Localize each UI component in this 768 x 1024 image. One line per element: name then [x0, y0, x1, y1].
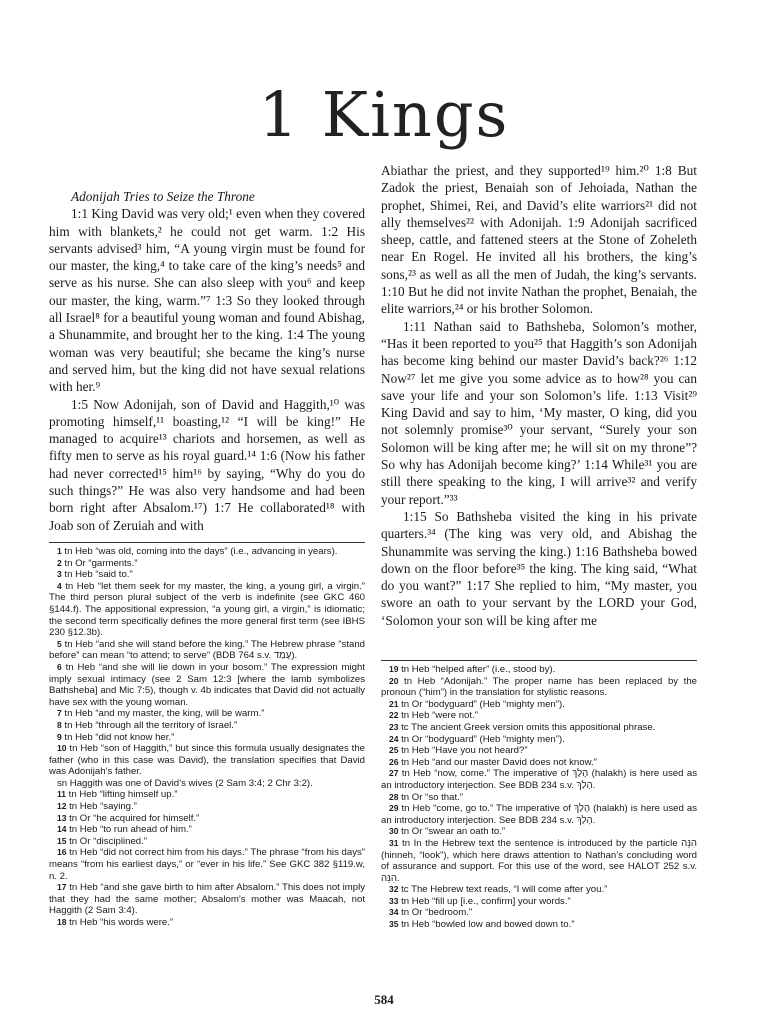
footnote: 1 tn Heb “was old, coming into the days” (i.e., advancing in years).	[57, 546, 338, 557]
paragraph: 1:1 King David was very old;¹ even when they covered him with blankets,² he could not get warm. 1:2 His servants advised³ him, “A young virgin must be found for our master, the king,⁴ to take care of the king’s needs⁵ and serve as his nurse. She can also sleep with you⁶ and keep our master, the king, warm.”⁷ 1:3 So they looked through all Israel⁸ for a beautiful young woman and found Abishag, a Shunammite, and brought her to the king. 1:4 The young woman was very beautiful; she became the king’s nurse and served him, but the king did not have sexual relations with her.⁹	[49, 206, 365, 395]
footnote: 26 tn Heb “and our master David does not know.”	[389, 756, 597, 768]
paragraph: 1:5 Now Adonijah, son of David and Haggith,¹⁰ was promoting himself,¹¹ boasting,¹² “I will be king!” He managed to acquire¹³ chariots and horsemen, as well as fifty men to serve as his royal guard.¹⁴ 1:6 (Now his father had never corrected¹⁵ him¹⁶ by saying, “Why do you do such things?” He was also very handsome and had been born right after Absalom.¹⁷) 1:7 He collaborated¹⁸ with Joab son of Zeruiah and with	[49, 396, 365, 533]
footnote: 34 tn Or “bedroom.”	[389, 907, 473, 919]
footnote: sn Haggith was one of David’s wives (2 Sam 3:4; 2 Chr 3:2).	[57, 777, 313, 789]
footnote: 4 tn Heb “let them seek for my master, the king, a young girl, a virgin.” The third person plural subject of the verb is indefinite (see GKC 460 §144.f). The appositional expression, “a young girl, a virgin,” is idiomatic; the second term specifically defines the more general first term (see IBHS 230 §12.3b).	[49, 580, 365, 639]
footnote: 15 tn Or “disciplined.”	[57, 835, 147, 847]
footnote: 17 tn Heb “and she gave birth to him after Absalom.” This does not imply that they had the same mother; Absalom’s mother was Maacah, not Haggith (2 Sam 3:4).	[49, 882, 365, 917]
footnotes-right	[381, 664, 697, 931]
footnotes-left	[49, 546, 365, 929]
footnote: 19 tn Heb “helped after” (i.e., stood by).	[389, 664, 556, 675]
footnote: 16 tn Heb “did not correct him from his days.” The phrase “from his days” means “from his earliest days,” or “ever in his life.” See GKC 382 §119.w, n. 2.	[49, 847, 365, 882]
paragraph: 1:11 Nathan said to Bathsheba, Solomon’s mother, “Has it been reported to you²⁵ that Haggith’s son Adonijah has become king behind our master David’s back?²⁶ 1:12 Now²⁷ let me give you some advice as to how²⁸ you can save your life and your son Solomon’s life. 1:13 Visit²⁹ King David and say to him, ‘My master, O king, did you not solemnly promise³⁰ your servant, “Surely your son Solomon will be king after me; he will sit on my throne”? So why has Adonijah become king?’ 1:14 While³¹ you are still there speaking to the king, I will arrive³² and verify your report.”³³	[381, 318, 697, 507]
footnote: 18 tn Heb “his words were.”	[57, 917, 174, 928]
book-title: 1 Kings	[258, 78, 510, 151]
footnote: 28 tn Or “so that.”	[389, 791, 463, 803]
footnote: 31 tn In the Hebrew text the sentence is introduced by the particle הִנֵּה (hinneh, “look”), which here draws attention to Nathan’s concluding word of assurance and support. For this use of the word, see HALOT 252 s.v. הִנֵּה.	[381, 837, 698, 884]
footnote: 8 tn Heb “through all the territory of Israel.”	[57, 719, 238, 731]
footnote: 20 tn Heb “Adonijah.” The proper name has been replaced by the pronoun (“him”) in the translation for stylistic reasons.	[381, 675, 697, 699]
footnote: 3 tn Heb “said to.”	[57, 569, 133, 581]
footnote: 10 tn Heb “son of Haggith,” but since this formula usually designates the father (who in this case was David), the translation specifies that David was Adonijah’s father.	[49, 743, 365, 778]
footnote: 21 tn Or “bodyguard” (Heb “mighty men”).	[389, 698, 565, 710]
footnote: 2 tn Or “garments.”	[57, 557, 138, 569]
footnote: 6 tn Heb “and she will lie down in your bosom.” The expression might imply sexual intimacy (see 2 Sam 12:3 [where the lamb symbolizes Bathsheba] and Mic 7:5), though v. 4b indicates that David did not actually have sex with the young woman.	[49, 661, 365, 708]
footnote: 9 tn Heb “did not know her.”	[57, 731, 175, 743]
footnote: 11 tn Heb “lifting himself up.”	[57, 789, 178, 801]
right-text-column	[381, 162, 697, 629]
footnote: 23 tc The ancient Greek version omits this appositional phrase.	[389, 721, 656, 733]
page-number: 584	[374, 992, 394, 1007]
footnote: 32 tc The Hebrew text reads, “I will come after you.”	[389, 884, 608, 896]
section-heading: Adonijah Tries to Seize the Throne	[71, 189, 255, 204]
paragraph: 1:15 So Bathsheba visited the king in his private quarters.³⁴ (The king was very old, and Abishag the Shunammite was serving the king.) 1:16 Bathsheba bowed down on the floor before³⁵ the king. The king said, “What do you want?” 1:17 She replied to him, “My master, you swore an oath to your servant by the LORD your God, ‘Solomon your son will be king after me	[381, 508, 697, 628]
footnote: 7 tn Heb “and my master, the king, will be warm.”	[57, 708, 265, 720]
footnote: 30 tn Or “swear an oath to.”	[389, 826, 506, 838]
footnote: 25 tn Heb “Have you not heard?”	[389, 745, 528, 757]
paragraph: Abiathar the priest, and they supported¹⁹ him.²⁰ 1:8 But Zadok the priest, Benaiah son of Jehoiada, Nathan the prophet, Shimei, Rei, and David’s elite warriors²¹ did not ally themselves²² with Adonijah. 1:9 Adonijah sacrificed sheep, cattle, and fattened steers at the Stone of Zoheleth near En Rogel. He invited all his brothers, the king’s sons,²³ as well as all the men of Judah, the king’s servants. 1:10 But he did not invite Nathan the prophet, Benaiah, the elite warriors,²⁴ or his brother Solomon.	[381, 163, 697, 317]
footnote: 27 tn Heb “now, come.” The imperative of הָלַךְ (halakh) is here used as an introductory interjection. See BDB 234 s.v. הָלַךְ.	[381, 768, 697, 791]
footnote: 33 tn Heb “fill up [i.e., confirm] your words.”	[389, 895, 571, 907]
left-text-column	[49, 188, 365, 534]
footnote: 14 tn Heb “to run ahead of him.”	[57, 824, 192, 836]
footnote: 35 tn Heb “bowled low and bowed down to.”	[389, 919, 575, 931]
footnote: 12 tn Heb “saying.”	[57, 801, 137, 813]
footnote-divider-right	[381, 660, 697, 661]
footnote: 29 tn Heb “come, go to.” The imperative of הָלַךְ (halakh) is here used as an introductory interjection. See BDB 234 s.v. הָלַךְ.	[381, 803, 697, 826]
footnote-divider-left	[49, 542, 365, 543]
footnote: 22 tn Heb “were not.”	[389, 710, 478, 722]
footnote: 13 tn Or “he acquired for himself.”	[57, 812, 200, 824]
footnote: 5 tn Heb “and she will stand before the king.” The Hebrew phrase “stand before” can mean “to attend; to serve” (BDB 764 s.v. עָמַד).	[49, 638, 365, 662]
footnote: 24 tn Or “bodyguard” (Heb “mighty men”).	[389, 733, 565, 745]
